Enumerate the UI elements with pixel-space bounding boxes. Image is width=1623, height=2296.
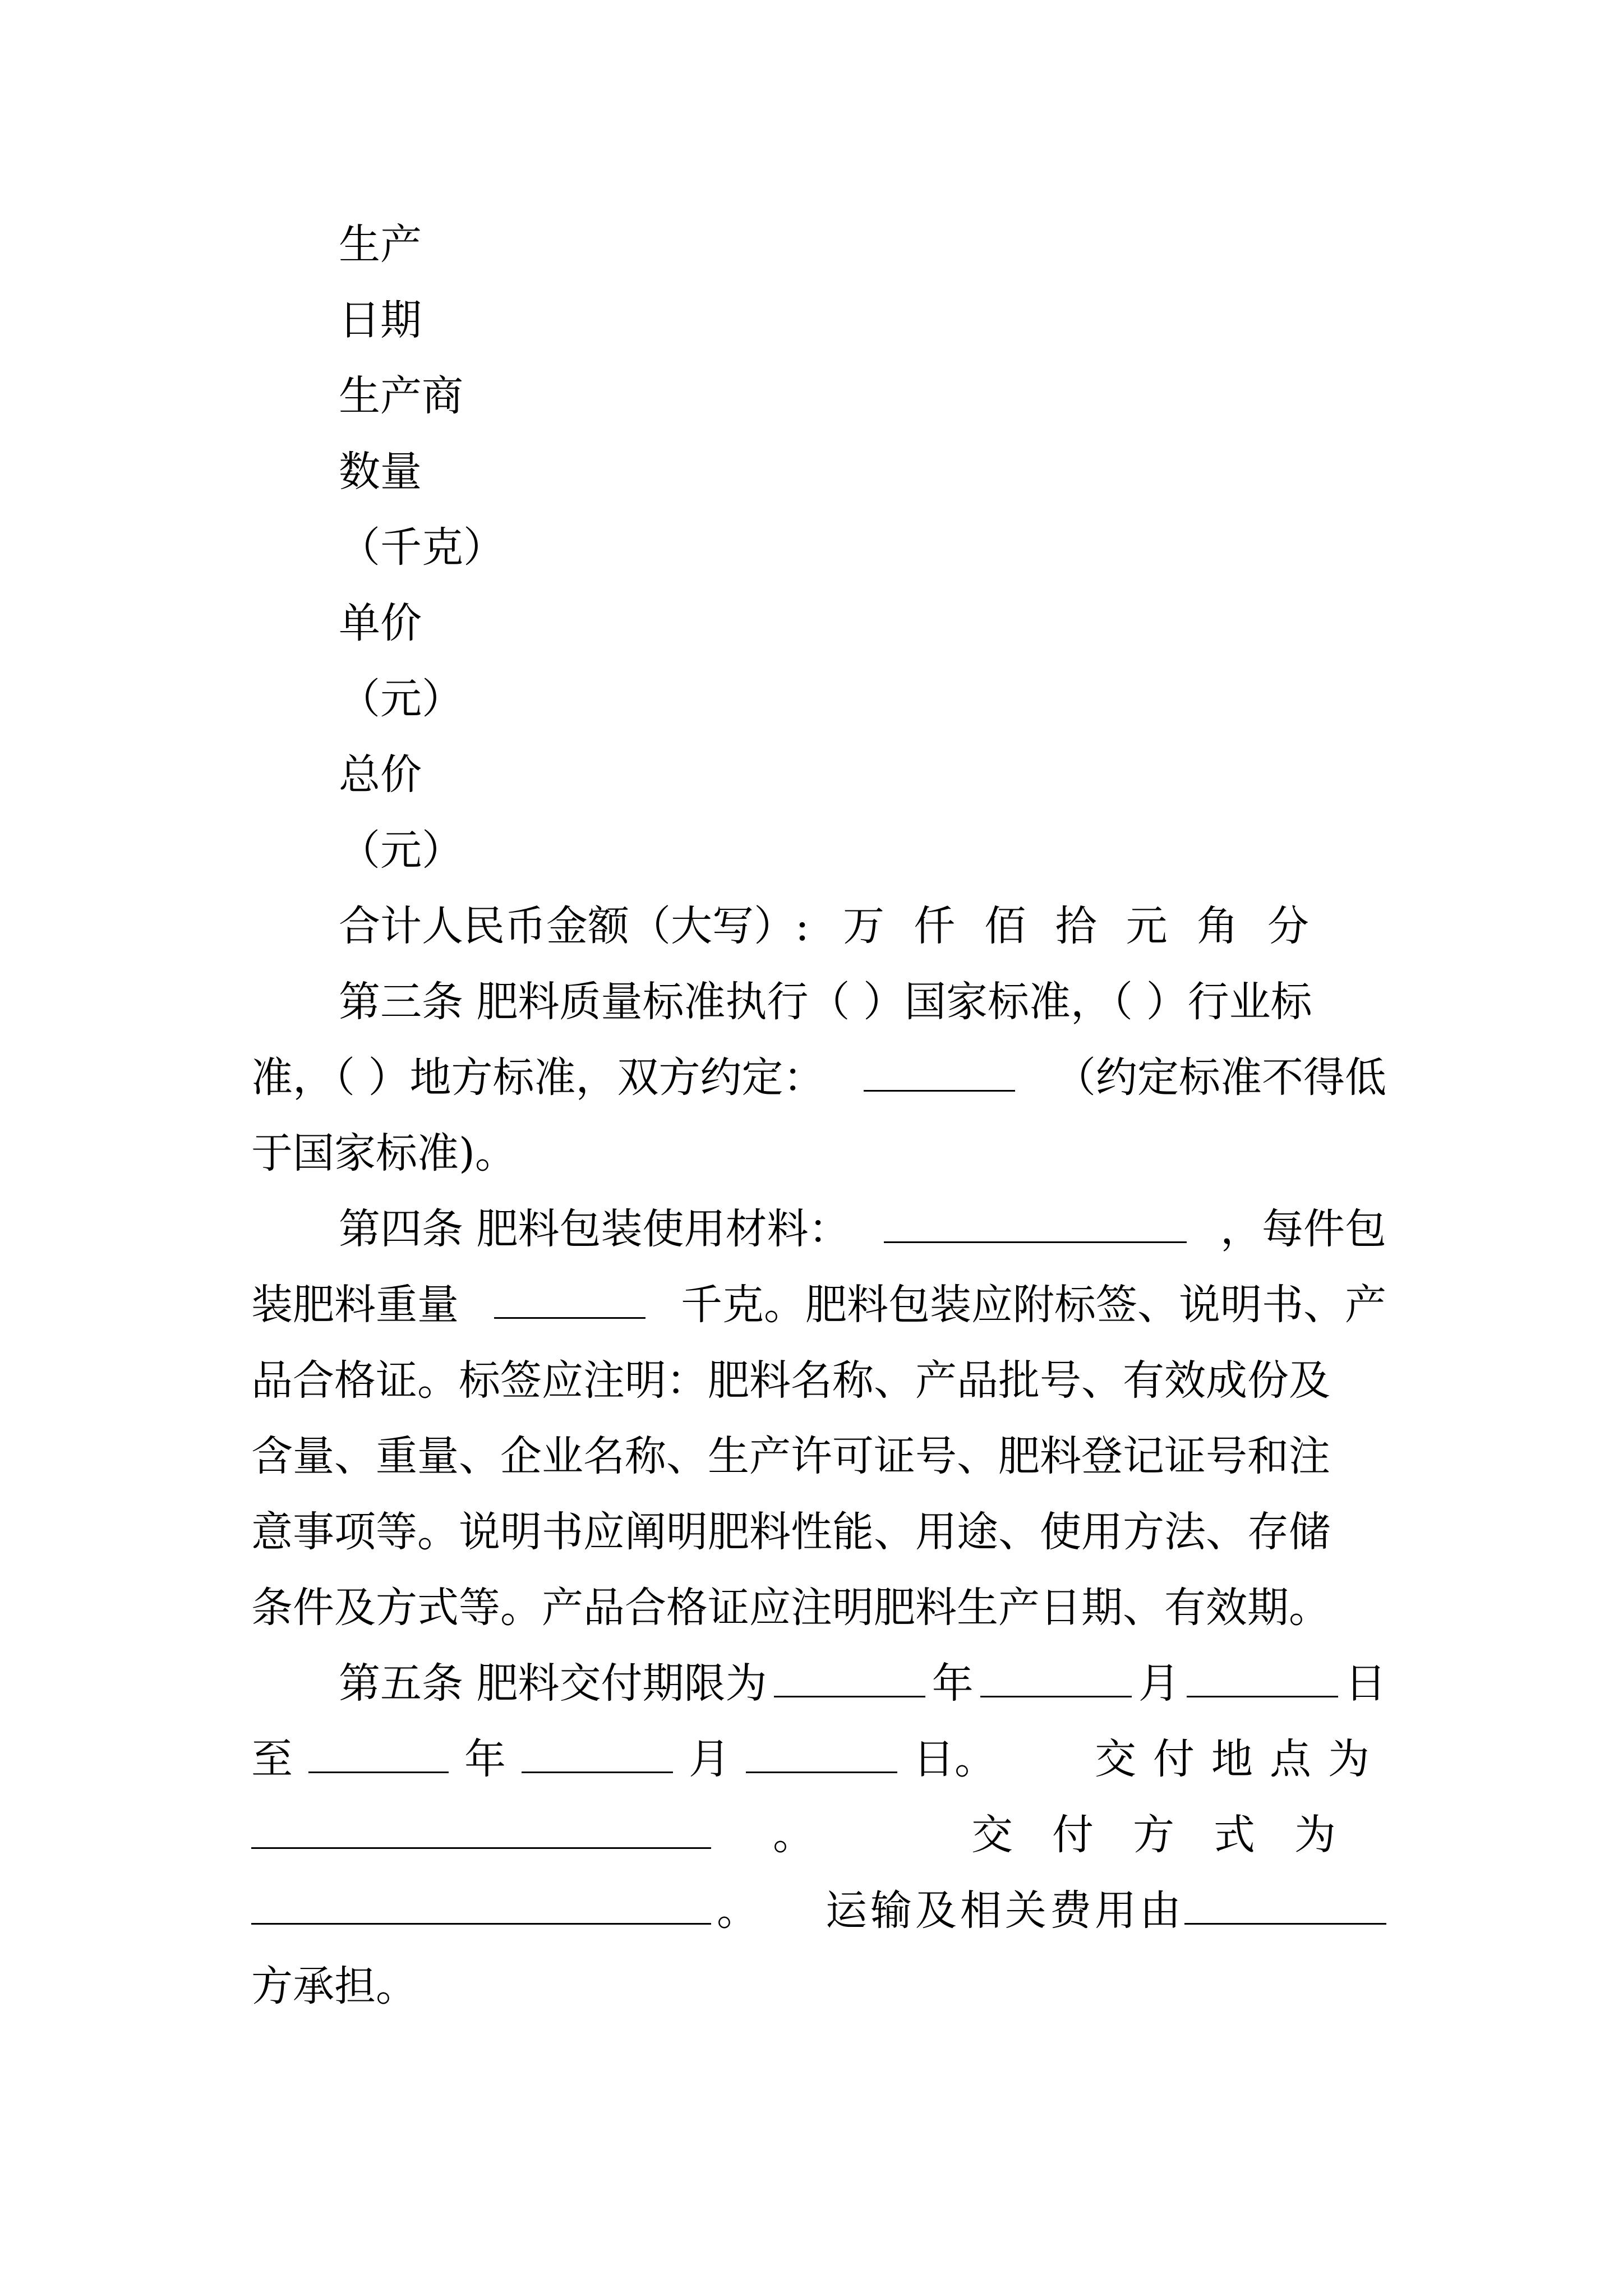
- total-amount-units: [843, 898, 1309, 954]
- unit-yuan: 元: [1126, 902, 1168, 950]
- header-unit-price-unit: （元）: [339, 675, 463, 723]
- total-amount-label: 合计人民币金额（大写）:: [339, 902, 809, 950]
- unit-jiao: 角: [1196, 902, 1238, 950]
- article4-line3: 品合格证。标签应注明：肥料名称、产品批号、有效成份及: [251, 1356, 1330, 1405]
- article4-line4: 含量、重量、企业名称、生产许可证号、肥料登记证号和注: [251, 1432, 1330, 1480]
- header-total-price-unit: （元）: [339, 826, 463, 875]
- packaging-material-blank[interactable]: [884, 1207, 1187, 1243]
- unit-wan: 万: [842, 902, 884, 950]
- header-date: 日期: [339, 296, 422, 344]
- article4-line5: 意事项等。说明书应阐明肥料性能、用途、使用方法、存储: [251, 1508, 1330, 1556]
- article4-line1-text-b: ，每件包: [1220, 1205, 1386, 1253]
- article4-line6: 条件及方式等。产品合格证应注明肥料生产日期、有效期。: [251, 1584, 1330, 1632]
- article4-line2: [251, 1277, 1386, 1333]
- header-manufacturer: 生产商: [339, 372, 463, 420]
- header-quantity: 数量: [339, 448, 422, 496]
- end-month-label: 月: [689, 1735, 730, 1783]
- article5-line5: 方承担。: [251, 1962, 417, 2010]
- delivery-place-blank[interactable]: [251, 1812, 711, 1849]
- delivery-method-label: 交付方式为: [971, 1811, 1375, 1859]
- article3-line2: [251, 1050, 1386, 1106]
- total-amount-line: [339, 898, 1309, 954]
- to-label: 至: [251, 1735, 293, 1783]
- article5-line1-text: 第五条 肥料交付期限为: [339, 1659, 767, 1708]
- unit-bai: 佰: [984, 902, 1026, 950]
- cost-bearer-blank[interactable]: [1184, 1888, 1386, 1925]
- article5-line2: [251, 1731, 1386, 1787]
- delivery-method-period: 。: [717, 1887, 758, 1935]
- agreed-standard-blank[interactable]: [864, 1055, 1015, 1092]
- start-year-blank[interactable]: [774, 1661, 925, 1697]
- start-month-label: 月: [1138, 1659, 1180, 1708]
- delivery-method-label-wrap: [971, 1807, 1386, 1863]
- unit-shi: 拾: [1055, 902, 1097, 950]
- article3-line2-text-b: （约定标准不得低: [1054, 1053, 1386, 1102]
- transport-cost-label: 运输及相关费用由: [826, 1887, 1184, 1935]
- start-day-label: 日: [1345, 1659, 1386, 1708]
- header-unit-price: 单价: [339, 599, 422, 647]
- end-year-label: 年: [464, 1735, 506, 1783]
- article4-line2-text-a: 装肥料重量: [251, 1281, 459, 1329]
- article5-line4: [251, 1883, 1386, 1939]
- unit-qian: 仟: [914, 902, 956, 950]
- unit-fen: 分: [1267, 902, 1309, 950]
- article5-line3: [251, 1807, 1386, 1863]
- delivery-place-label: 交付地点为: [1095, 1735, 1386, 1783]
- delivery-method-blank[interactable]: [251, 1888, 711, 1925]
- start-year-label: 年: [932, 1659, 974, 1708]
- article3-line3: 于国家标准)。: [251, 1129, 517, 1177]
- article4-line1: [339, 1201, 1386, 1257]
- header-quantity-unit: （千克）: [339, 523, 505, 572]
- article4-line1-text-a: 第四条 肥料包装使用材料：: [339, 1205, 850, 1253]
- start-month-blank[interactable]: [980, 1661, 1132, 1697]
- article3-line2-text-a: 准，（ ）地方标准，双方约定：: [251, 1053, 825, 1102]
- header-production: 生产: [339, 220, 422, 269]
- end-day-blank[interactable]: [746, 1737, 897, 1773]
- article5-line1: [339, 1655, 1386, 1711]
- article4-line2-text-b: 千克。肥料包装应附标签、说明书、产: [681, 1281, 1386, 1329]
- package-weight-blank[interactable]: [494, 1282, 645, 1319]
- end-month-blank[interactable]: [522, 1737, 673, 1773]
- header-total-price: 总价: [339, 751, 422, 799]
- end-year-blank[interactable]: [308, 1737, 449, 1773]
- end-day-label: 日。: [913, 1735, 996, 1783]
- start-day-blank[interactable]: [1187, 1661, 1338, 1697]
- article3-line1: 第三条 肥料质量标准执行（ ）国家标准，（ ）行业标: [339, 978, 1312, 1026]
- delivery-place-period: 。: [773, 1811, 814, 1859]
